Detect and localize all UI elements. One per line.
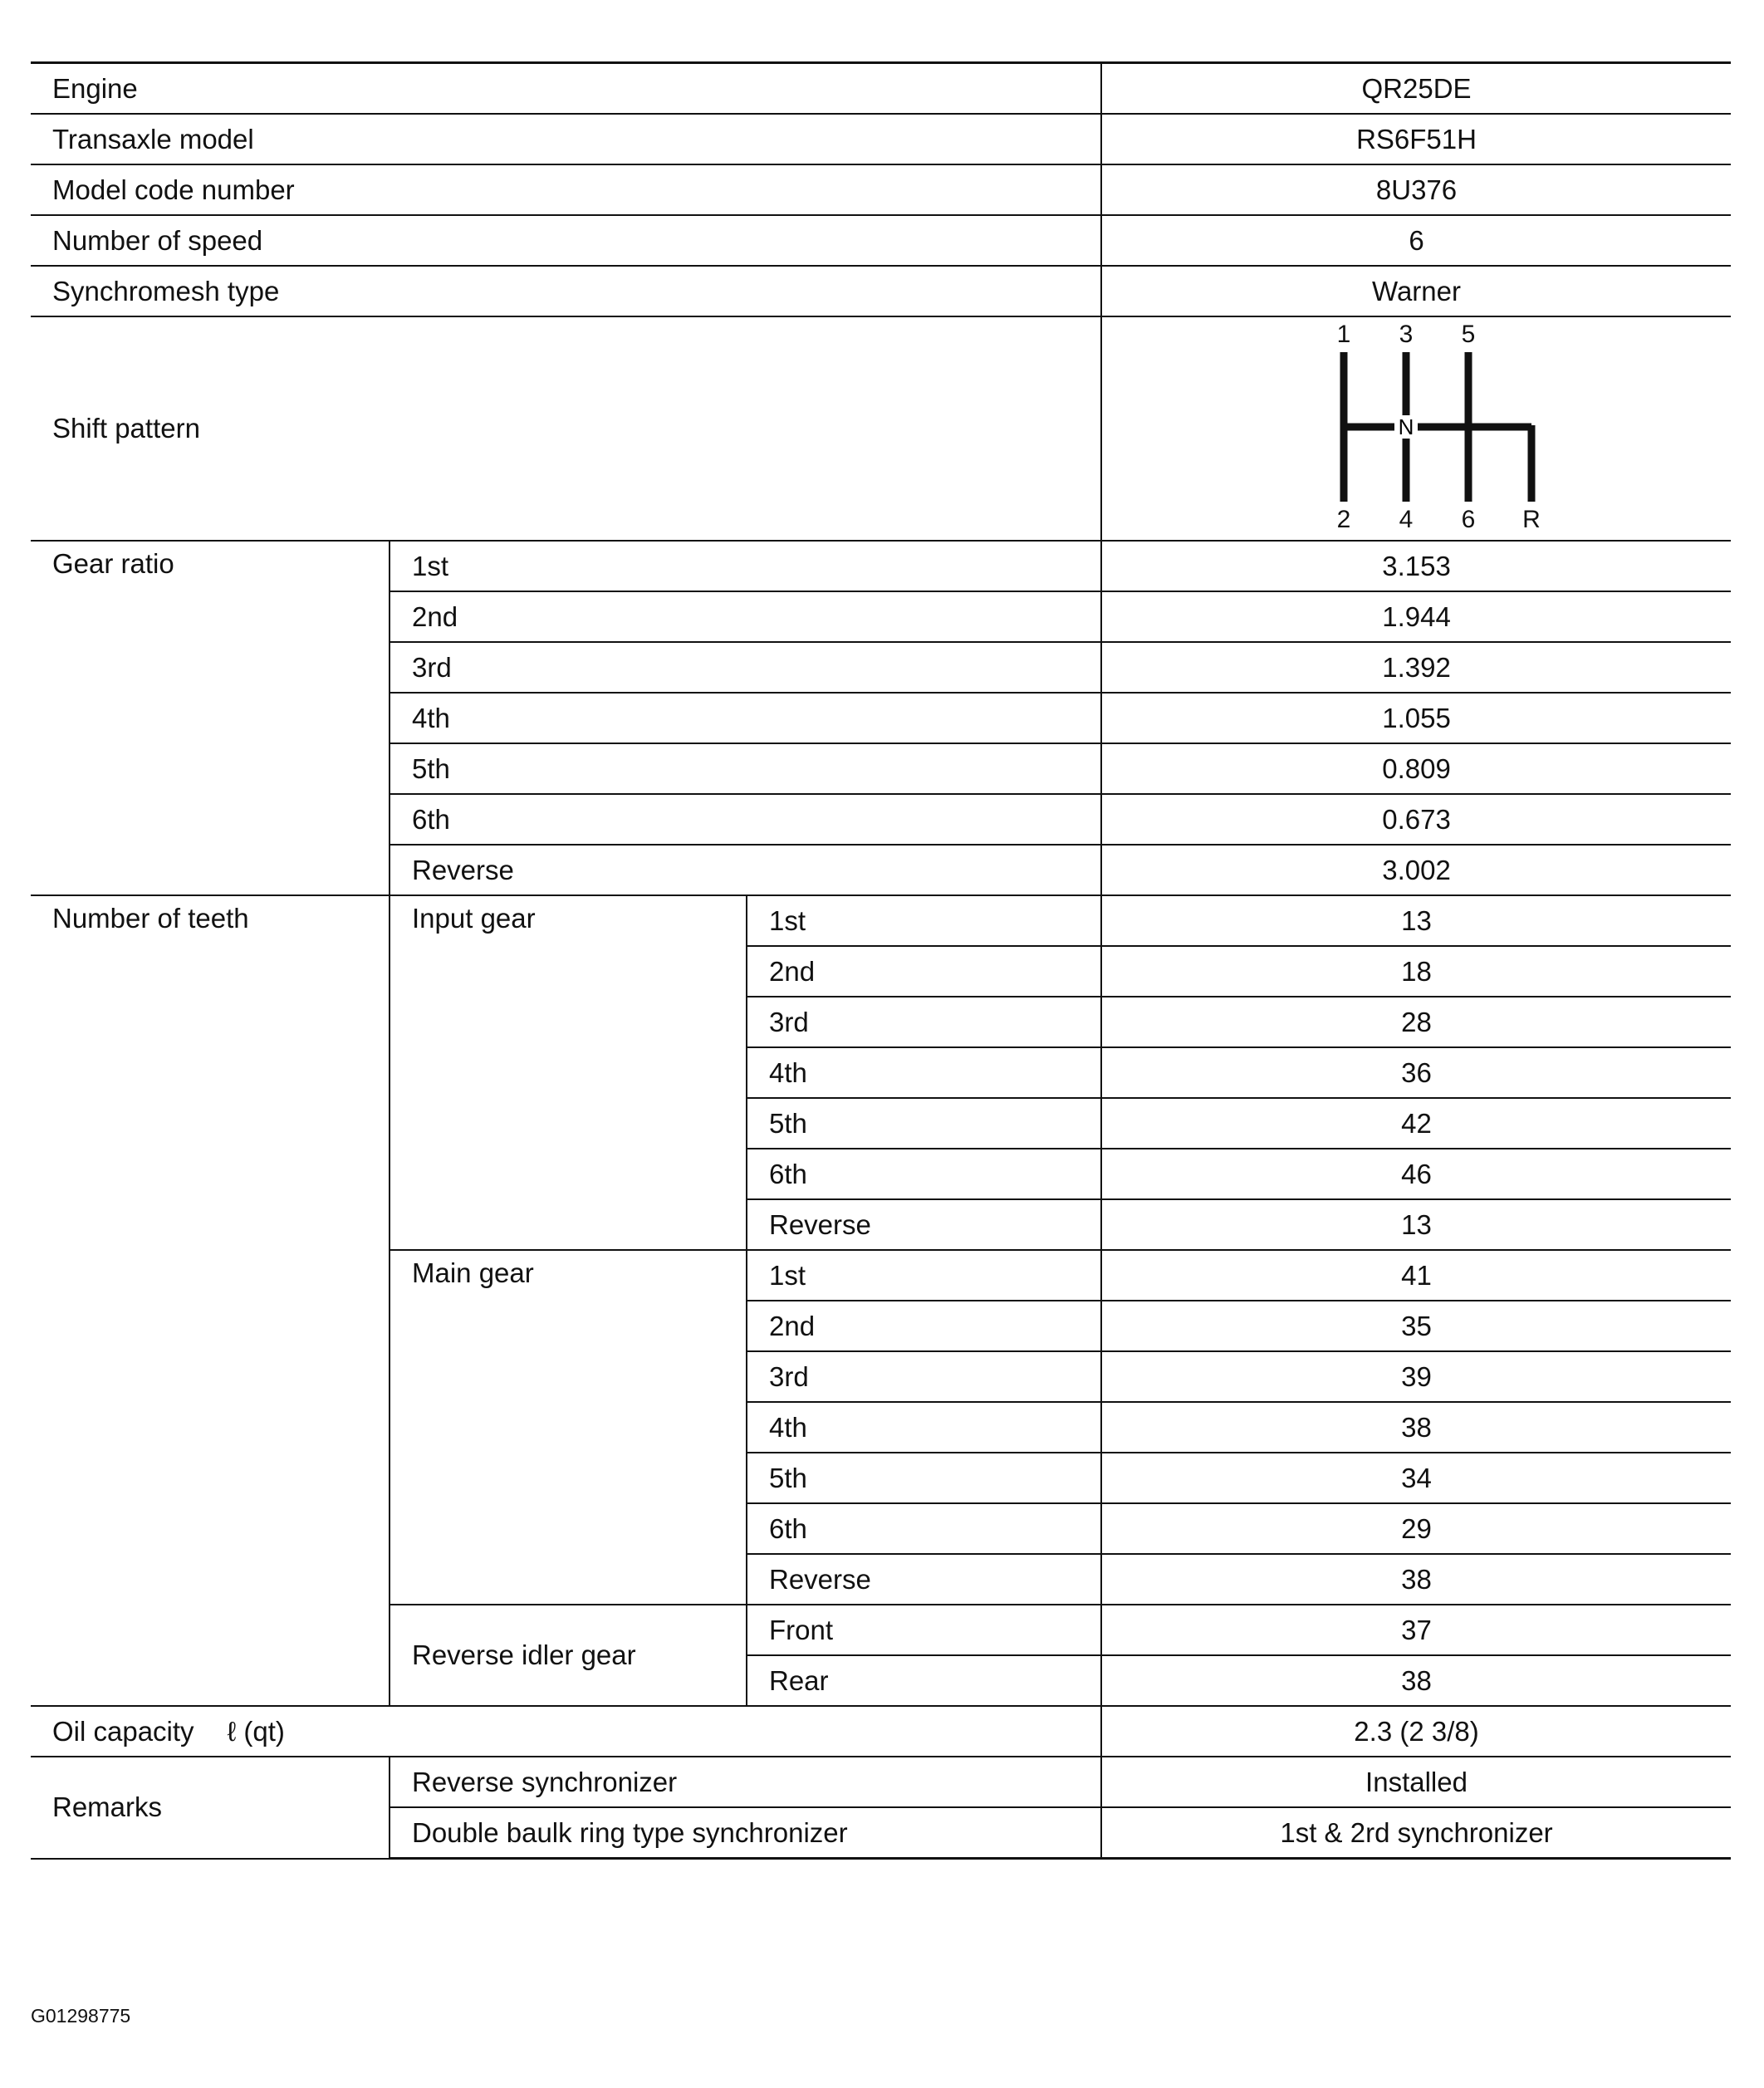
main-gear-name: 3rd <box>747 1351 1101 1402</box>
gear-ratio-gear: 5th <box>390 743 1101 794</box>
idler-gear-value: 37 <box>1101 1605 1731 1655</box>
remark-value: 1st & 2rd synchronizer <box>1101 1807 1731 1859</box>
figure-code: G01298775 <box>31 2005 131 2027</box>
input-gear-label: Input gear <box>390 895 747 1250</box>
idler-gear-label: Reverse idler gear <box>390 1605 747 1706</box>
main-gear-value: 29 <box>1101 1503 1731 1554</box>
idler-gear-value: 38 <box>1101 1655 1731 1706</box>
remark-name: Reverse synchronizer <box>390 1757 1101 1807</box>
synchro-row <box>31 266 1731 316</box>
remark-name: Double baulk ring type synchronizer <box>390 1807 1101 1859</box>
main-gear-value: 41 <box>1101 1250 1731 1301</box>
gear-r-label: R <box>1521 506 1541 533</box>
transaxle-row <box>31 114 1731 164</box>
main-gear-name: 1st <box>747 1250 1101 1301</box>
oil-label: Oil capacity <box>52 1715 194 1747</box>
main-gear-name: Reverse <box>747 1554 1101 1605</box>
gear-ratio-label: Gear ratio <box>31 541 390 895</box>
model-code-row <box>31 164 1731 215</box>
idler-gear-name: Front <box>747 1605 1101 1655</box>
table-row <box>31 541 1731 591</box>
synchro-label: Synchromesh type <box>31 266 1101 316</box>
gear-3-label: 3 <box>1399 321 1413 348</box>
engine-value: QR25DE <box>1101 63 1731 115</box>
main-gear-value: 35 <box>1101 1301 1731 1351</box>
gear-2-label: 2 <box>1336 506 1350 533</box>
input-gear-value: 28 <box>1101 997 1731 1047</box>
gear-5-label: 5 <box>1461 321 1475 348</box>
main-gear-value: 34 <box>1101 1453 1731 1503</box>
input-gear-name: 3rd <box>747 997 1101 1047</box>
input-gear-name: 6th <box>747 1149 1101 1199</box>
input-gear-name: Reverse <box>747 1199 1101 1250</box>
main-gear-value: 38 <box>1101 1402 1731 1453</box>
engine-row <box>31 63 1731 115</box>
gear-4-label: 4 <box>1399 506 1413 533</box>
table-row <box>31 895 1731 946</box>
speeds-label: Number of speed <box>31 215 1101 266</box>
speeds-value: 6 <box>1101 215 1731 266</box>
oil-row <box>31 1706 1731 1757</box>
input-gear-name: 4th <box>747 1047 1101 1098</box>
synchro-value: Warner <box>1101 266 1731 316</box>
input-gear-name: 5th <box>747 1098 1101 1149</box>
oil-value: 2.3 (2 3/8) <box>1101 1706 1731 1757</box>
gear-ratio-gear: 3rd <box>390 642 1101 693</box>
gear-ratio-gear: 2nd <box>390 591 1101 642</box>
gear-ratio-value: 3.153 <box>1101 541 1731 591</box>
idler-gear-name: Rear <box>747 1655 1101 1706</box>
input-gear-value: 36 <box>1101 1047 1731 1098</box>
main-gear-label: Main gear <box>390 1250 747 1605</box>
transaxle-label: Transaxle model <box>31 114 1101 164</box>
teeth-label: Number of teeth <box>31 895 390 1706</box>
main-gear-value: 39 <box>1101 1351 1731 1402</box>
remark-value: Installed <box>1101 1757 1731 1807</box>
table-row <box>31 1757 1731 1807</box>
input-gear-value: 13 <box>1101 1199 1731 1250</box>
gear-ratio-gear: Reverse <box>390 845 1101 895</box>
shift-pattern-label: Shift pattern <box>31 316 1101 541</box>
input-gear-name: 1st <box>747 895 1101 946</box>
gear-ratio-value: 1.392 <box>1101 642 1731 693</box>
gear-1-label: 1 <box>1336 321 1350 348</box>
shift-pattern-cell <box>1101 316 1731 541</box>
engine-label: Engine <box>31 63 1101 115</box>
oil-unit: ℓ (qt) <box>227 1715 285 1747</box>
gear-ratio-value: 0.809 <box>1101 743 1731 794</box>
gear-ratio-gear: 1st <box>390 541 1101 591</box>
gear-ratio-value: 3.002 <box>1101 845 1731 895</box>
gear-ratio-gear: 4th <box>390 693 1101 743</box>
gear-ratio-gear: 6th <box>390 794 1101 845</box>
gear-ratio-value: 0.673 <box>1101 794 1731 845</box>
remarks-label: Remarks <box>31 1757 390 1859</box>
main-gear-name: 2nd <box>747 1301 1101 1351</box>
model-code-value: 8U376 <box>1101 164 1731 215</box>
main-gear-name: 4th <box>747 1402 1101 1453</box>
model-code-label: Model code number <box>31 164 1101 215</box>
input-gear-value: 46 <box>1101 1149 1731 1199</box>
neutral-label: N <box>1398 414 1414 439</box>
shift-pattern-row <box>31 316 1731 541</box>
input-gear-value: 42 <box>1101 1098 1731 1149</box>
shift-pattern-diagram <box>1292 317 1541 533</box>
input-gear-value: 18 <box>1101 946 1731 997</box>
gear-ratio-value: 1.055 <box>1101 693 1731 743</box>
input-gear-name: 2nd <box>747 946 1101 997</box>
transaxle-value: RS6F51H <box>1101 114 1731 164</box>
main-gear-value: 38 <box>1101 1554 1731 1605</box>
gear-6-label: 6 <box>1461 506 1475 533</box>
oil-label-cell <box>31 1706 1101 1757</box>
speeds-row <box>31 215 1731 266</box>
gear-ratio-value: 1.944 <box>1101 591 1731 642</box>
main-gear-name: 6th <box>747 1503 1101 1554</box>
spec-table <box>31 61 1731 1860</box>
input-gear-value: 13 <box>1101 895 1731 946</box>
main-gear-name: 5th <box>747 1453 1101 1503</box>
